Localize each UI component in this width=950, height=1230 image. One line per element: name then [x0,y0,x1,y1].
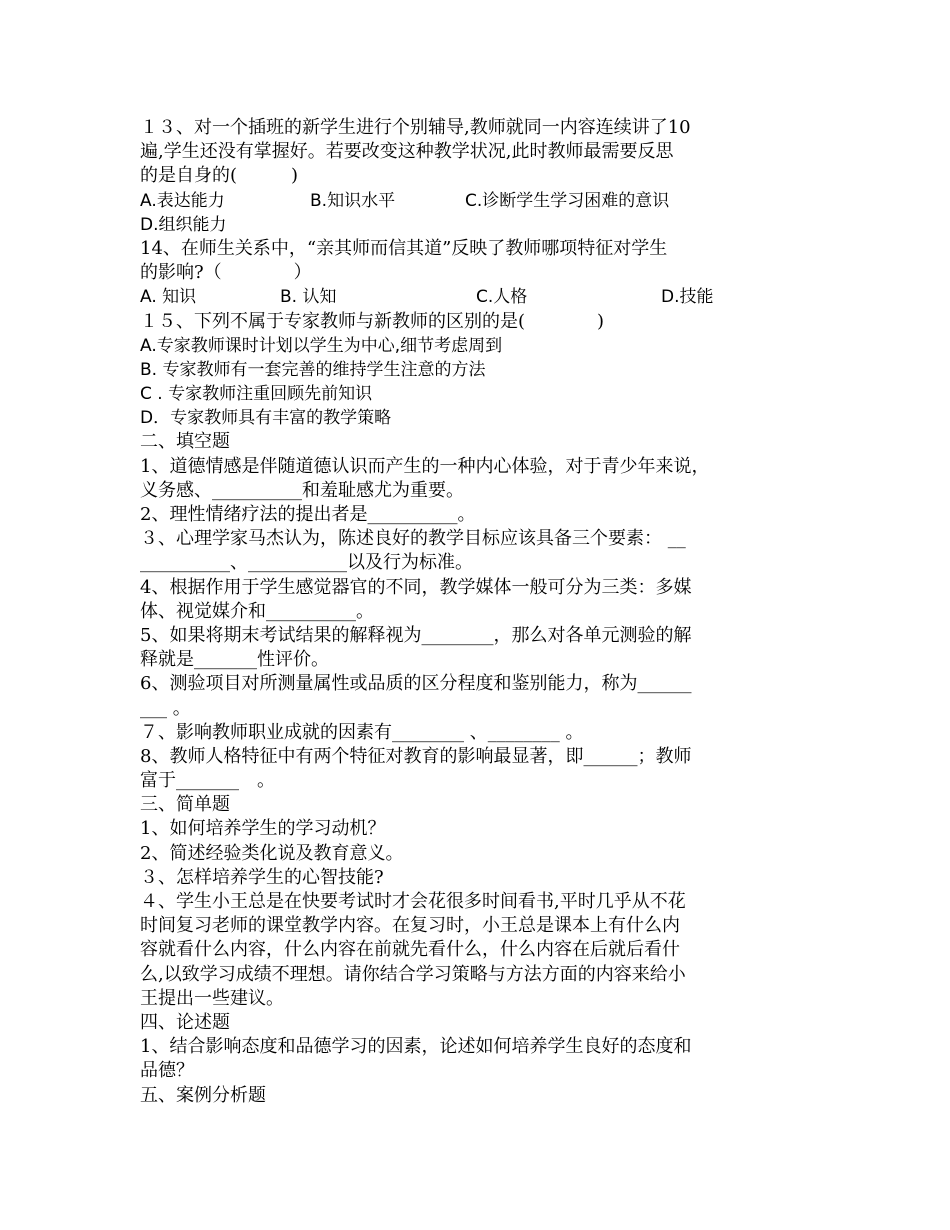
q13-option-a: A.表达能力 [140,190,225,211]
q13-option-b: B.知识水平 [310,190,396,211]
q13-options [140,189,820,213]
section-heading-case-analysis: 五、案例分析题 [140,1084,266,1106]
q15-line-1: １５、下列不属于专家教师与新教师的区别的是( ) [140,310,605,332]
fill-q8-line-2: 富于_______ 。 [140,770,275,792]
fill-q4-line-2: 体、视觉媒介和__________。 [140,600,374,622]
fill-q3-line-1: ３、心理学家马杰认为，陈述良好的教学目标应该具备三个要素： __ [140,528,686,550]
fill-q1-line-1: 1、道德情感是伴随道德认识而产生的一种内心体验，对于青少年来说， [140,455,710,477]
fill-q2: 2、理性情绪疗法的提出者是__________。 [140,504,476,525]
fill-q1-line-2: 义务感、__________和羞耻感尤为重要。 [140,479,464,501]
short-q4-line-3: 容就看什么内容，什么内容在前就先看什么，什么内容在后就后看什 [140,939,680,961]
q15-option-a: A.专家教师课时计划以学生为中心,细节考虑周到 [140,335,503,356]
q14-line-2: 的影响?（ ） [140,262,312,284]
q14-option-d: D.技能 [661,287,714,308]
q14-options [140,285,820,309]
fill-q6-line-1: 6、测验项目对所测量属性或品质的区分程度和鉴别能力，称为______ [140,673,692,695]
section-heading-short-answer: 三、简单题 [140,794,230,816]
short-q3: ３、怎样培养学生的心智技能? [140,866,384,888]
essay-q1-line-2: 品德？ [140,1060,194,1082]
q14-option-b: B. 认知 [280,287,337,308]
essay-q1-line-1: 1、结合影响态度和品德学习的因素，论述如何培养学生良好的态度和 [140,1036,692,1058]
q15-option-b: B. 专家教师有一套完善的维持学生注意的方法 [140,359,486,380]
short-q4-line-2: 时间复习老师的课堂教学内容。在复习时，小王总是课本上有什么内 [140,915,680,937]
fill-q6-line-2: ___ 。 [140,697,191,719]
q15-option-d: D．专家教师具有丰富的教学策略 [140,408,392,429]
fill-q3-line-2: __________、___________以及行为标准。 [140,552,473,574]
q14-option-c: C.人格 [476,287,528,308]
short-q4-line-5: 王提出一些建议。 [140,987,284,1009]
short-q2: 2、简述经验类化说及教育意义。 [140,842,404,864]
document-body [140,116,820,1108]
fill-q5-line-2: 释就是_______性评价。 [140,649,329,671]
section-heading-essay: 四、论述题 [140,1011,230,1033]
q13-option-d: D.组织能力 [140,214,227,235]
short-q4-line-1: ４、学生小王总是在快要考试时才会花很多时间看书,平时几乎从不花 [140,891,686,912]
fill-q7: ７、影响教师职业成就的因素有________ 、________ 。 [140,721,584,743]
q13-line-1: １３、对一个插班的新学生进行个别辅导,教师就同一内容连续讲了10 [140,117,691,138]
q14-line-1: 14、在师生关系中，“亲其师而信其道”反映了教师哪项特征对学生 [140,237,668,259]
q14-option-a: A. 知识 [140,287,197,308]
short-q4-line-4: 么,以致学习成绩不理想。请你结合学习策略与方法方面的内容来给小 [140,963,686,985]
q13-line-3: 的是自身的( ) [140,165,299,187]
section-heading-fill-blank: 二、填空题 [140,431,230,453]
fill-q5-line-1: 5、如果将期末考试结果的解释视为________，那么对各单元测验的解 [140,624,692,646]
q13-line-2: 遍,学生还没有掌握好。若要改变这种教学状况,此时教师最需要反思 [140,141,674,163]
short-q1: 1、如何培养学生的学习动机？ [140,818,386,840]
fill-q8-line-1: 8、教师人格特征中有两个特征对教育的影响最显著，即______；教师 [140,745,692,767]
fill-q4-line-1: 4、根据作用于学生感觉器官的不同，教学媒体一般可分为三类：多媒 [140,576,692,598]
q13-option-c: C.诊断学生学习困难的意识 [465,190,670,211]
q15-option-c: C . 专家教师注重回顾先前知识 [140,384,373,405]
